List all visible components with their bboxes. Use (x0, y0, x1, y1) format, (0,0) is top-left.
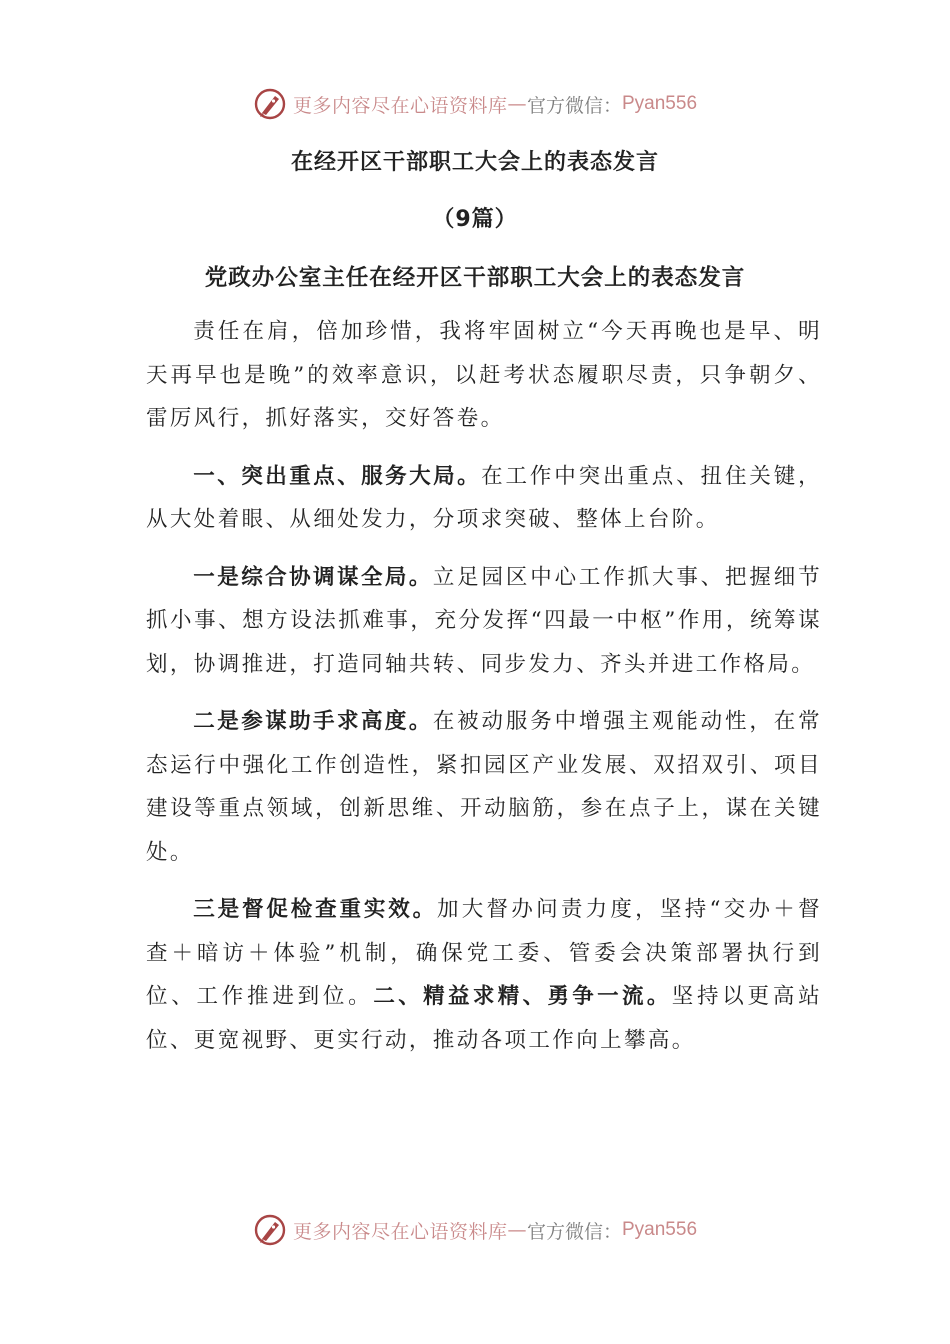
document-title: 在经开区干部职工大会上的表态发言 (290, 150, 659, 175)
paragraph-lead-2: 二、精益求精、勇争一流。 (373, 984, 672, 1009)
watermark-label: 官方微信： (526, 1220, 622, 1243)
document-body (146, 310, 822, 1076)
document-subtitle: （9篇） (432, 207, 518, 232)
paragraph-text: 在工作中突出重点、扭住关键，从大处着眼、从细处发力，分项求突破、整体上台阶。 (146, 463, 822, 532)
watermark-footer (0, 1210, 950, 1250)
watermark-label: 官方微信： (526, 94, 622, 117)
paragraph-lead: 一、突出重点、服务大局。 (193, 463, 482, 489)
paragraph-text: 立足园区中心工作抓大事、把握细节抓小事、想方设法抓难事，充分发挥“四最一中枢”作用，统筹谋划，协调推进，打造同轴共转、同步发力、齐头并进工作格局。 (146, 564, 822, 677)
pen-nib-logo-icon (253, 87, 287, 121)
paragraph-sub-3 (146, 888, 822, 1062)
paragraph-sub-2 (146, 700, 822, 874)
paragraph-text: 加大督办问责力度，坚持“交办＋督查＋暗访＋体验”机制，确保党工委、管委会决策部署执行到位、工作推进到位。 (146, 897, 822, 1009)
pen-nib-logo-icon (253, 1213, 287, 1247)
watermark-site-text: 更多内容尽在心语资料库 (292, 1220, 508, 1243)
paragraph-text-2: 坚持以更高站位、更宽视野、更实行动，推动各项工作向上攀高。 (146, 984, 822, 1053)
paragraph-lead: 一是综合协调谋全局。 (193, 564, 433, 590)
paragraph-intro (146, 310, 822, 441)
watermark-account: Pyan556 (622, 93, 698, 114)
watermark-dash: — (507, 93, 527, 115)
paragraph-text: 责任在肩，倍加珍惜，我将牢固树立“今天再晚也是早、明天再早也是晚”的效率意识，以赶考状态履职尽责，只争朝夕、雷厉风行，抓好落实，交好答卷。 (146, 319, 822, 431)
watermark-header (0, 84, 950, 124)
paragraph-text: 在被动服务中增强主观能动性，在常态运行中强化工作创造性，紧扣园区产业发展、双招双引、项目建设等重点领域，创新思维、开动脑筋，参在点子上，谋在关键处。 (146, 709, 822, 865)
section-title: 党政办公室主任在经开区干部职工大会上的表态发言 (204, 265, 746, 291)
paragraph-sub-1 (146, 556, 822, 687)
paragraph-lead: 二是参谋助手求高度。 (193, 709, 433, 734)
watermark-site-text: 更多内容尽在心语资料库 (292, 94, 508, 117)
paragraph-point-1 (146, 455, 822, 542)
paragraph-lead: 三是督促检查重实效。 (193, 897, 438, 922)
watermark-dash: — (507, 1219, 527, 1241)
watermark-account: Pyan556 (622, 1219, 698, 1240)
